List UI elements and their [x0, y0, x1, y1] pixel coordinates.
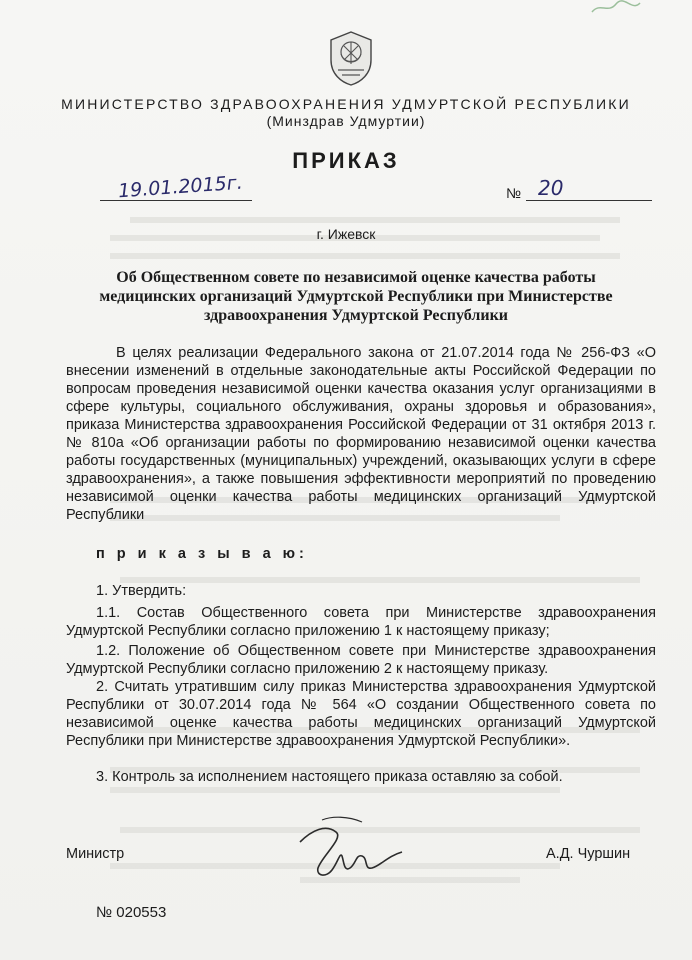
signatory-role: Министр: [66, 846, 125, 862]
date-underline: [100, 200, 252, 201]
preamble-paragraph: В целях реализации Федерального закона от 21.07.2014 года № 256-ФЗ «О внесении изменений в отдельные законодательные акты Российской Федерации по вопросам проведения независимой оценки качества оказания услуг организациями в сфере культуры, социального обслуживания, охраны здоровья и образования», приказа Министерства здравоохранения Российской Федерации от 31 октября 2013 г. № 810а «Об организации работы по формированию независимой оценки качества работы государственных (муниципальных) учреждений, оказывающих услуги в сфере здравоохранения», а также повышения эффективности мероприятий по проведению независимой оценки качества работы медицинских организаций Удмуртской Республики: [66, 345, 656, 523]
ministry-short-name: (Минздрав Удмуртии): [266, 113, 426, 129]
city: г. Ижевск: [316, 226, 376, 242]
item-3: 3. Контроль за исполнением настоящего приказа оставляю за собой.: [96, 769, 563, 785]
handwritten-number: 20: [538, 176, 564, 200]
document-type-title: ПРИКАЗ: [292, 148, 400, 173]
item-1: 1. Утвердить:: [96, 583, 187, 599]
order-keyword: п р и к а з ы в а ю:: [96, 546, 308, 562]
handwritten-date: 19.01.2015г.: [117, 171, 244, 203]
form-serial-number: № 020553: [96, 904, 167, 921]
signatory-name: А.Д. Чуршин: [546, 846, 631, 862]
item-1-2: 1.2. Положение об Общественном совете при Министерстве здравоохранения Удмуртской Республики согласно приложению 2 к настоящему приказу.: [66, 643, 656, 677]
item-2: 2. Считать утратившим силу приказ Министерства здравоохранения Удмуртской Республики от 30.07.2014 года № 564 «О создании Общественного совета по независимой оценке качества работы медицинских организаций Удмуртской Республики при Министерстве здравоохранения Удмуртской Республики».: [66, 679, 656, 749]
number-underline: [526, 200, 652, 201]
handwritten-corner-mark: [586, 0, 646, 16]
ministry-name: МИНИСТЕРСТВО ЗДРАВООХРАНЕНИЯ УДМУРТСКОЙ РЕСПУБЛИКИ: [61, 96, 631, 112]
coat-of-arms-icon: [328, 30, 374, 86]
order-subject: Об Общественном совете по независимой оценке качества работы медицинских организаций Удмуртской Республики при Министерстве здравоохранения Удмуртской Республики: [99, 269, 613, 324]
item-1-1: 1.1. Состав Общественного совета при Министерстве здравоохранения Удмуртской Республики согласно приложению 1 к настоящему приказу;: [66, 605, 656, 639]
number-label: №: [506, 185, 522, 201]
handwritten-signature: [292, 812, 412, 886]
